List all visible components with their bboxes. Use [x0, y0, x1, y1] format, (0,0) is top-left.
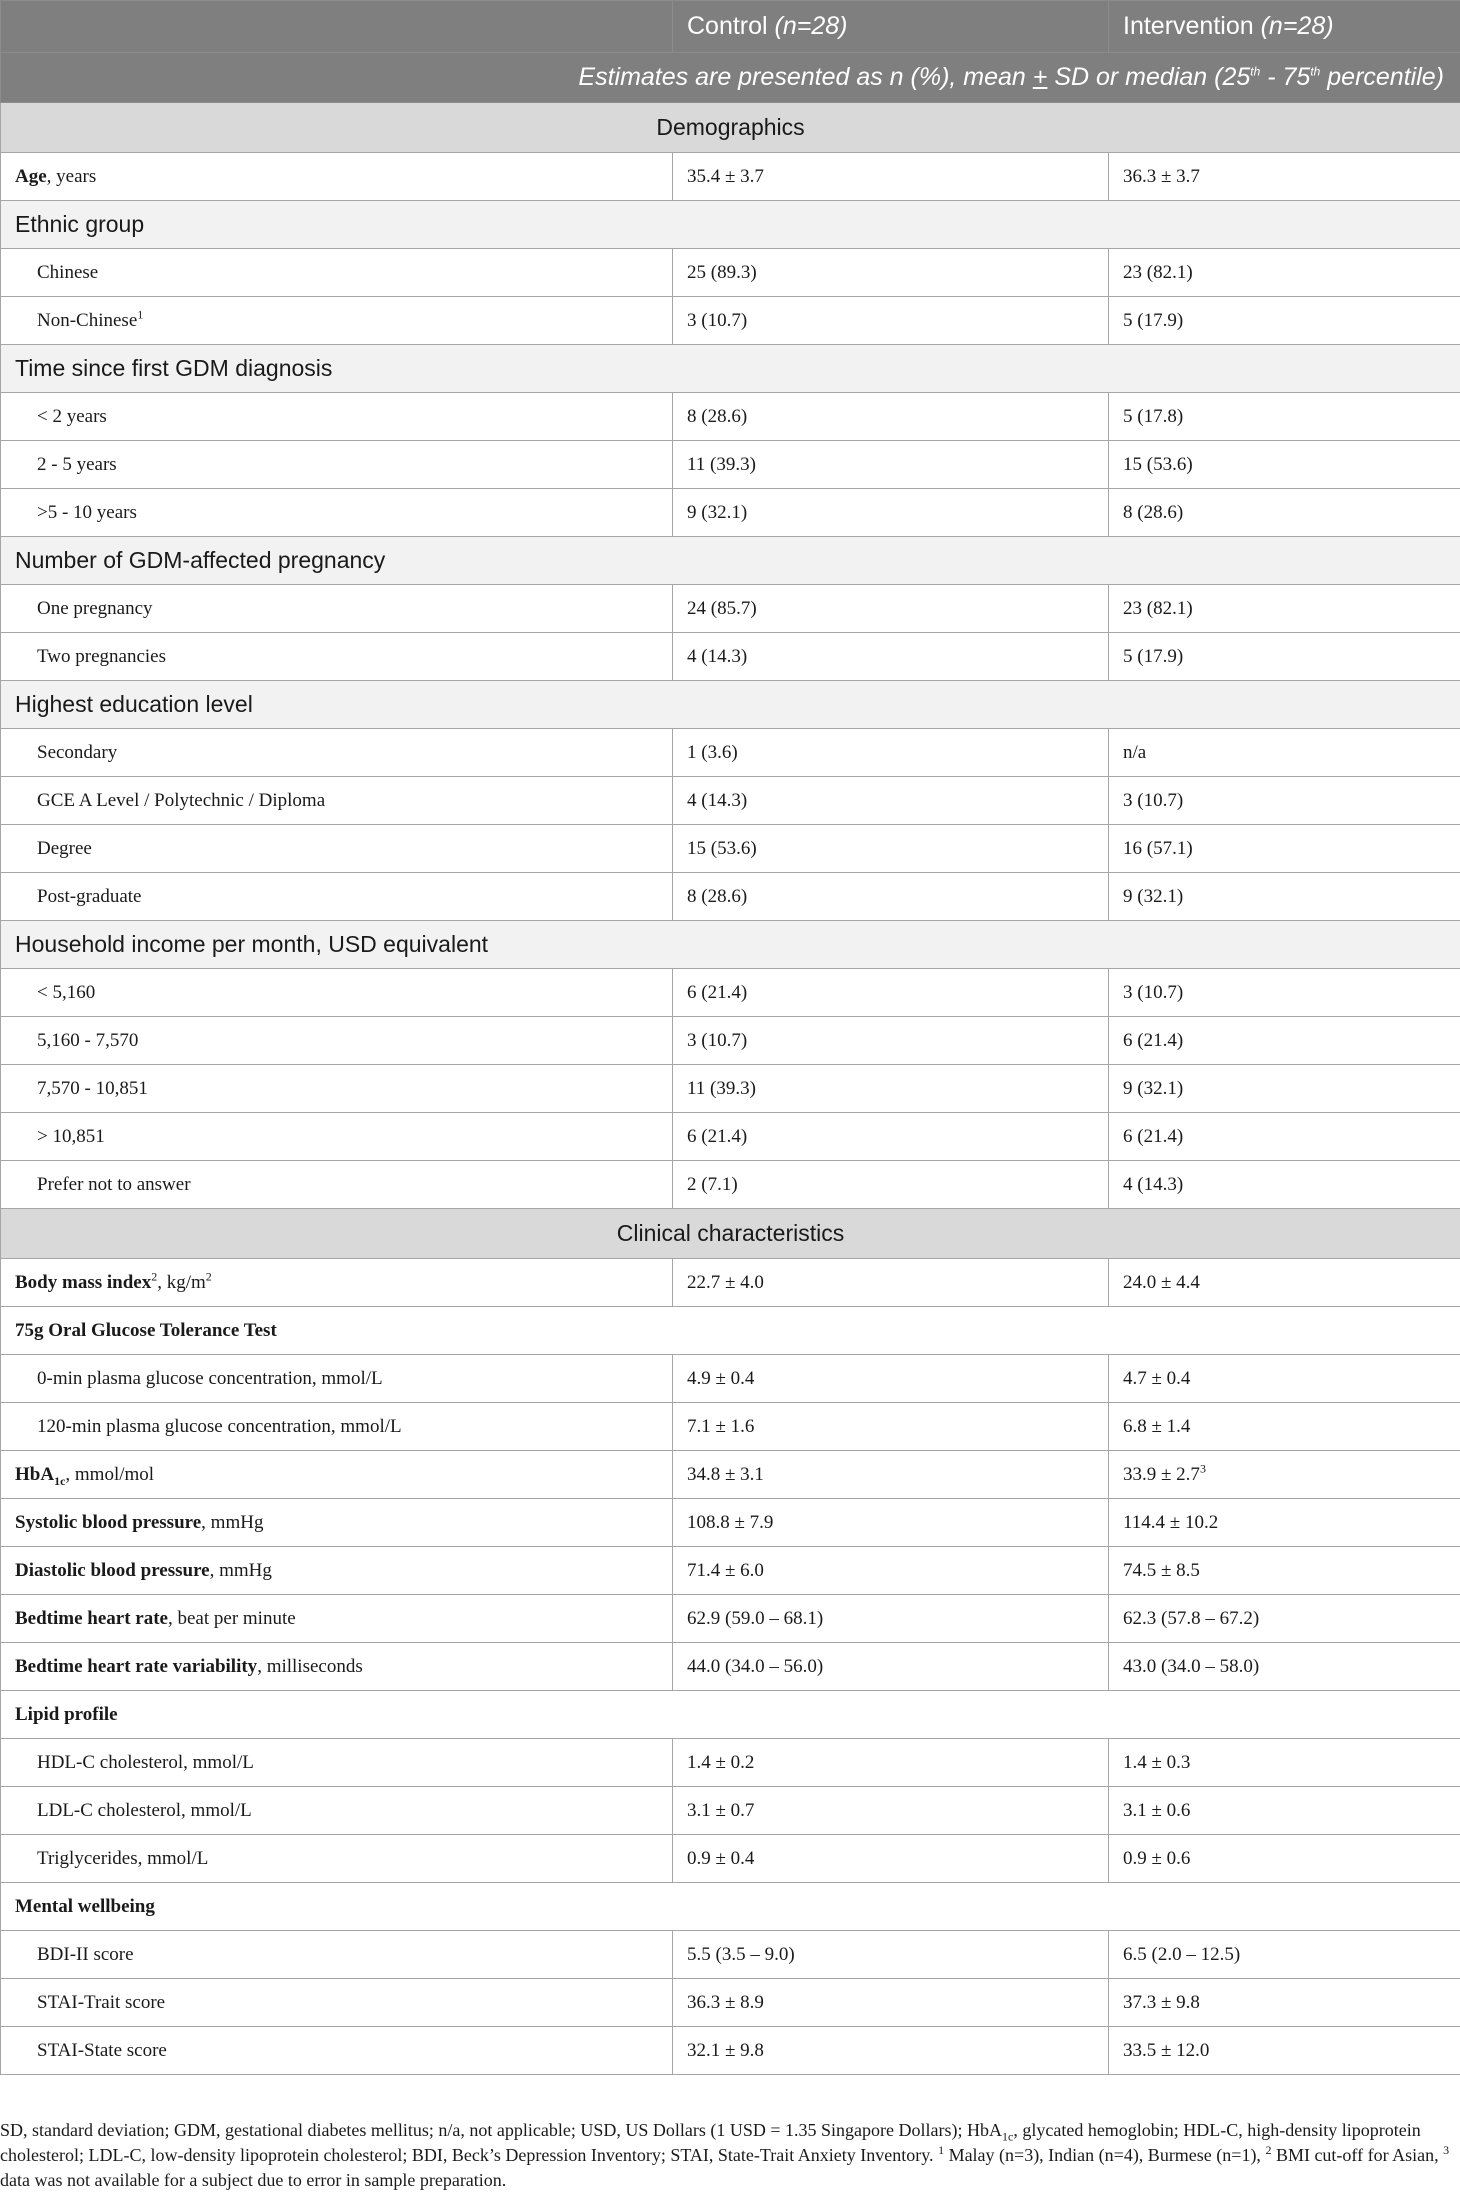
estimates-note-pm: + [1032, 63, 1048, 91]
table-row [1, 1065, 1460, 1113]
header-empty-cell [1, 1, 673, 53]
header-intervention-label: Intervention [1123, 12, 1254, 40]
footnote-ref-1: 1 [137, 307, 144, 322]
cell-control: 32.1 ± 9.8 [673, 2027, 1109, 2075]
sbp-unit: , mmHg [201, 1511, 264, 1533]
row-label-non-chinese [1, 297, 673, 345]
cell-intervention: 3 (10.7) [1109, 777, 1460, 825]
cell-intervention: 5 (17.8) [1109, 393, 1460, 441]
cell-control: 11 (39.3) [673, 441, 1109, 489]
age-label-bold: Age [15, 165, 47, 187]
row-label-age [1, 153, 673, 201]
cell-control: 22.7 ± 4.0 [673, 1259, 1109, 1307]
bhrv-unit: , milliseconds [257, 1655, 363, 1677]
table-row [1, 153, 1460, 201]
estimates-note-th1: th [1250, 64, 1261, 79]
row-label-bhr [1, 1595, 673, 1643]
cell-control: 7.1 ± 1.6 [673, 1403, 1109, 1451]
hba1c-text: HbA [15, 1463, 55, 1485]
cell-control: 108.8 ± 7.9 [673, 1499, 1109, 1547]
header-intervention-n: (n=28) [1260, 12, 1334, 40]
footnote-part2: , glycated hemoglobin; HDL-C, high-density lipoprotein cholesterol; LDL-C, low-density lipoprotein cholesterol; BDI, Beck’s Depression Inventory; STAI, State-Trait Anxiety Inventory. [0, 2120, 1421, 2165]
group-lipid: Lipid profile [1, 1691, 1460, 1739]
footnote-part1: SD, standard deviation; GDM, gestational diabetes mellitus; n/a, not applicable; USD, US Dollars (1 USD = 1.35 Singapore Dollars); HbA [0, 2120, 1003, 2140]
cell-intervention: 16 (57.1) [1109, 825, 1460, 873]
estimates-note-th2: th [1310, 64, 1321, 79]
footnote-part5: data was not available for a subject due to error in sample preparation. [0, 2170, 507, 2190]
non-chinese-text: Non-Chinese [37, 309, 138, 331]
cell-intervention: 5 (17.9) [1109, 633, 1460, 681]
dbp-unit: , mmHg [209, 1559, 272, 1581]
table-row [1, 1595, 1460, 1643]
cell-control: 3 (10.7) [673, 1017, 1109, 1065]
table-row [1, 633, 1460, 681]
estimates-note [1, 53, 1460, 103]
age-label-unit: , years [46, 165, 97, 187]
table-row [1, 1979, 1460, 2027]
table-row [1, 393, 1460, 441]
cell-control: 62.9 (59.0 – 68.1) [673, 1595, 1109, 1643]
group-ethnic: Ethnic group [1, 201, 1460, 249]
estimates-note-mid1: SD or median (25 [1047, 63, 1251, 91]
cell-intervention: 62.3 (57.8 – 67.2) [1109, 1595, 1460, 1643]
cell-control: 25 (89.3) [673, 249, 1109, 297]
row-label: 0-min plasma glucose concentration, mmol/L [1, 1355, 673, 1403]
cell-control: 8 (28.6) [673, 393, 1109, 441]
row-label: STAI-Trait score [1, 1979, 673, 2027]
cell-intervention: 37.3 ± 9.8 [1109, 1979, 1460, 2027]
cell-intervention: 9 (32.1) [1109, 873, 1460, 921]
group-row [1, 681, 1460, 729]
cell-intervention: 4 (14.3) [1109, 1161, 1460, 1209]
header-intervention [1109, 1, 1460, 53]
cell-control: 11 (39.3) [673, 1065, 1109, 1113]
cell-control: 1 (3.6) [673, 729, 1109, 777]
bhr-label-bold: Bedtime heart rate [15, 1607, 168, 1629]
section-demographics: Demographics [1, 103, 1460, 153]
table-row [1, 489, 1460, 537]
table-row [1, 249, 1460, 297]
cell-control: 3.1 ± 0.7 [673, 1787, 1109, 1835]
footnote-sub: 1c [1002, 2129, 1014, 2144]
row-label-bhrv [1, 1643, 673, 1691]
hba1c-label-bold [15, 1463, 66, 1488]
cell-intervention: 1.4 ± 0.3 [1109, 1739, 1460, 1787]
cell-control: 4 (14.3) [673, 633, 1109, 681]
table-row [1, 825, 1460, 873]
cell-control: 3 (10.7) [673, 297, 1109, 345]
cell-intervention: 36.3 ± 3.7 [1109, 153, 1460, 201]
row-label: Two pregnancies [1, 633, 673, 681]
cell-control: 0.9 ± 0.4 [673, 1835, 1109, 1883]
footnote-sup1: 1 [938, 2143, 945, 2157]
row-label: BDI-II score [1, 1931, 673, 1979]
group-mental: Mental wellbeing [1, 1883, 1460, 1931]
cell-intervention: 3.1 ± 0.6 [1109, 1787, 1460, 1835]
cell-control: 1.4 ± 0.2 [673, 1739, 1109, 1787]
table-header-row [1, 1, 1460, 53]
cell-intervention-hba1c [1109, 1451, 1460, 1499]
group-education: Highest education level [1, 681, 1460, 729]
table-row [1, 2027, 1460, 2075]
cell-control: 6 (21.4) [673, 1113, 1109, 1161]
table-footnote [0, 2118, 1452, 2193]
row-label: STAI-State score [1, 2027, 673, 2075]
row-label: 5,160 - 7,570 [1, 1017, 673, 1065]
cell-intervention: 9 (32.1) [1109, 1065, 1460, 1113]
cell-control: 4.9 ± 0.4 [673, 1355, 1109, 1403]
estimates-note-suffix: percentile) [1320, 63, 1444, 91]
row-label: Secondary [1, 729, 673, 777]
cell-intervention: 8 (28.6) [1109, 489, 1460, 537]
row-label: HDL-C cholesterol, mmol/L [1, 1739, 673, 1787]
hba1c-unit: , mmol/mol [65, 1463, 155, 1485]
table-row [1, 1355, 1460, 1403]
cell-intervention: 23 (82.1) [1109, 249, 1460, 297]
row-label-sbp [1, 1499, 673, 1547]
row-label-dbp [1, 1547, 673, 1595]
table-row [1, 729, 1460, 777]
cell-control: 15 (53.6) [673, 825, 1109, 873]
cell-intervention: 3 (10.7) [1109, 969, 1460, 1017]
row-label: >5 - 10 years [1, 489, 673, 537]
cell-intervention: 23 (82.1) [1109, 585, 1460, 633]
group-row [1, 201, 1460, 249]
group-row [1, 1691, 1460, 1739]
cell-intervention: 6 (21.4) [1109, 1017, 1460, 1065]
hba1c-sub: 1c [54, 1473, 66, 1488]
table-row [1, 873, 1460, 921]
cell-intervention: 114.4 ± 10.2 [1109, 1499, 1460, 1547]
table-row [1, 585, 1460, 633]
cell-intervention: 6 (21.4) [1109, 1113, 1460, 1161]
row-label: < 5,160 [1, 969, 673, 1017]
cell-intervention: 6.8 ± 1.4 [1109, 1403, 1460, 1451]
table-row [1, 1931, 1460, 1979]
group-row [1, 1307, 1460, 1355]
cell-control: 36.3 ± 8.9 [673, 1979, 1109, 2027]
cell-control: 2 (7.1) [673, 1161, 1109, 1209]
header-control [673, 1, 1109, 53]
cell-control: 4 (14.3) [673, 777, 1109, 825]
cell-control: 9 (32.1) [673, 489, 1109, 537]
table-row [1, 1787, 1460, 1835]
table-row [1, 1835, 1460, 1883]
group-num-gdm: Number of GDM-affected pregnancy [1, 537, 1460, 585]
group-row [1, 345, 1460, 393]
row-label-hba1c [1, 1451, 673, 1499]
group-row [1, 537, 1460, 585]
table-row [1, 1113, 1460, 1161]
group-row [1, 1883, 1460, 1931]
sbp-label-bold: Systolic blood pressure [15, 1511, 202, 1533]
footnote-ref-2: 2 [151, 1269, 158, 1284]
footnote-ref-3: 3 [1199, 1461, 1206, 1476]
bmi-label-bold: Body mass index [15, 1271, 152, 1293]
footnote-sup3: 3 [1443, 2143, 1450, 2157]
cell-intervention: n/a [1109, 729, 1460, 777]
cell-control: 71.4 ± 6.0 [673, 1547, 1109, 1595]
estimates-note-mid2: - 75 [1260, 63, 1311, 91]
cell-intervention: 24.0 ± 4.4 [1109, 1259, 1460, 1307]
cell-control: 5.5 (3.5 – 9.0) [673, 1931, 1109, 1979]
row-label: GCE A Level / Polytechnic / Diploma [1, 777, 673, 825]
row-label-bmi [1, 1259, 673, 1307]
row-label: One pregnancy [1, 585, 673, 633]
cell-intervention: 6.5 (2.0 – 12.5) [1109, 1931, 1460, 1979]
dbp-label-bold: Diastolic blood pressure [15, 1559, 210, 1581]
cell-intervention: 4.7 ± 0.4 [1109, 1355, 1460, 1403]
table-row [1, 1739, 1460, 1787]
group-ogtt: 75g Oral Glucose Tolerance Test [1, 1307, 1460, 1355]
cell-control: 8 (28.6) [673, 873, 1109, 921]
section-row [1, 1209, 1460, 1259]
footnote-part3: Malay (n=3), Indian (n=4), Burmese (n=1), [944, 2145, 1266, 2165]
cell-intervention: 0.9 ± 0.6 [1109, 1835, 1460, 1883]
cell-control: 35.4 ± 3.7 [673, 153, 1109, 201]
bmi-unit-sup: 2 [205, 1269, 212, 1284]
cell-control: 34.8 ± 3.1 [673, 1451, 1109, 1499]
row-label: Degree [1, 825, 673, 873]
cell-control: 6 (21.4) [673, 969, 1109, 1017]
group-time-since: Time since first GDM diagnosis [1, 345, 1460, 393]
header-control-n: (n=28) [774, 12, 848, 40]
bhrv-label-bold: Bedtime heart rate variability [15, 1655, 258, 1677]
table-row [1, 441, 1460, 489]
row-label: Chinese [1, 249, 673, 297]
footnote-sup2: 2 [1265, 2143, 1272, 2157]
table-row [1, 1643, 1460, 1691]
cell-intervention: 5 (17.9) [1109, 297, 1460, 345]
bhr-unit: , beat per minute [168, 1607, 296, 1629]
header-control-label: Control [687, 12, 768, 40]
estimates-note-row [1, 53, 1460, 103]
cell-intervention: 43.0 (34.0 – 58.0) [1109, 1643, 1460, 1691]
table-row [1, 297, 1460, 345]
row-label: 2 - 5 years [1, 441, 673, 489]
estimates-note-prefix: Estimates are presented as n (%), mean [578, 63, 1033, 91]
table-row [1, 1451, 1460, 1499]
table-row [1, 1259, 1460, 1307]
row-label: LDL-C cholesterol, mmol/L [1, 1787, 673, 1835]
row-label: < 2 years [1, 393, 673, 441]
group-row [1, 921, 1460, 969]
table-row [1, 1161, 1460, 1209]
cell-intervention: 33.5 ± 12.0 [1109, 2027, 1460, 2075]
table-row [1, 1017, 1460, 1065]
bmi-unit: , kg/m [157, 1271, 206, 1293]
cell-control: 44.0 (34.0 – 56.0) [673, 1643, 1109, 1691]
footnote-part4: BMI cut-off for Asian, [1271, 2145, 1444, 2165]
row-label: > 10,851 [1, 1113, 673, 1161]
table-row [1, 969, 1460, 1017]
table-row [1, 1403, 1460, 1451]
cell-intervention: 74.5 ± 8.5 [1109, 1547, 1460, 1595]
table-row [1, 1499, 1460, 1547]
table-row [1, 1547, 1460, 1595]
group-income: Household income per month, USD equivalent [1, 921, 1460, 969]
row-label: Prefer not to answer [1, 1161, 673, 1209]
cell-control: 24 (85.7) [673, 585, 1109, 633]
hba1c-intervention-value: 33.9 ± 2.7 [1123, 1463, 1200, 1485]
row-label: Post-graduate [1, 873, 673, 921]
section-clinical: Clinical characteristics [1, 1209, 1460, 1259]
row-label: 120-min plasma glucose concentration, mmol/L [1, 1403, 673, 1451]
row-label: 7,570 - 10,851 [1, 1065, 673, 1113]
row-label: Triglycerides, mmol/L [1, 1835, 673, 1883]
table-row [1, 777, 1460, 825]
section-row [1, 103, 1460, 153]
cell-intervention: 15 (53.6) [1109, 441, 1460, 489]
